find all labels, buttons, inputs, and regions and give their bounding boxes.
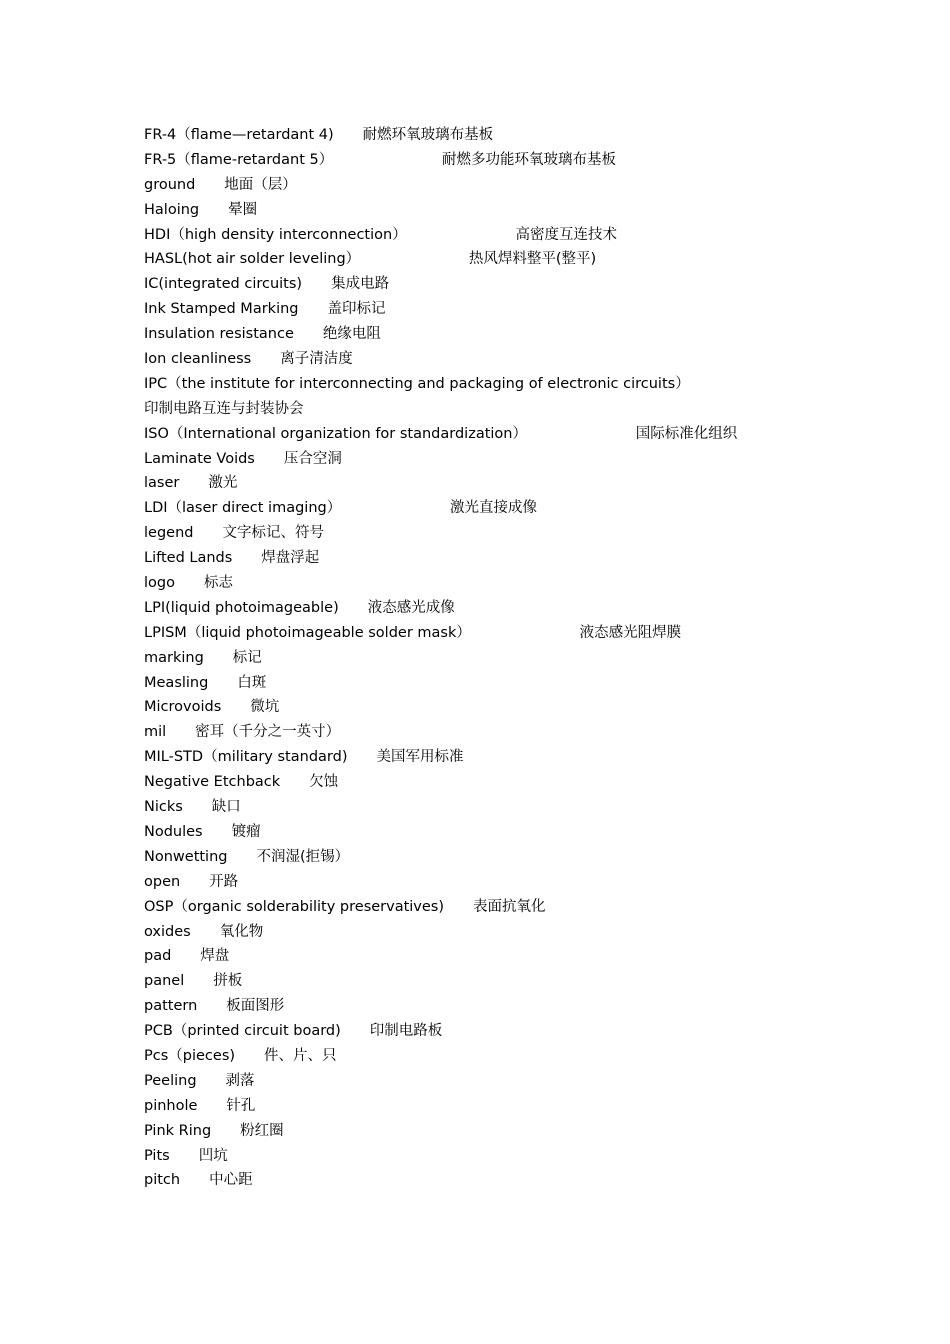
glossary-entry: marking 标记 [144,649,262,666]
glossary-entry: LPI(liquid photoimageable) 液态感光成像 [144,599,455,616]
glossary-entry: mil 密耳（千分之一英寸） [144,724,341,741]
glossary-entry: LDI（laser direct imaging） 激光直接成像 [144,500,537,517]
glossary-entry: pattern 板面图形 [144,998,285,1015]
glossary-entry: Measling 白斑 [144,674,267,691]
glossary-entry: Ion cleanliness 离子清洁度 [144,351,353,368]
glossary-entry: MIL-STD（military standard) 美国军用标准 [144,749,464,766]
glossary-entry: Nodules 镀瘤 [144,823,261,840]
glossary-entry: pinhole 针孔 [144,1097,256,1114]
glossary-entry: ground 地面（层） [144,176,297,193]
glossary-entry: Pink Ring 粉红圈 [144,1122,284,1139]
glossary-entry: OSP（organic solderability preservatives) 表面抗氧化 [144,898,546,915]
glossary-entry: Pcs（pieces) 件、片、只 [144,1047,337,1064]
glossary-entry: legend 文字标记、符号 [144,525,324,542]
glossary-entry: Insulation resistance 绝缘电阻 [144,326,381,343]
glossary-entry: Haloing 晕圈 [144,201,258,218]
glossary-entry: HDI（high density interconnection） 高密度互连技术 [144,226,617,243]
glossary-entry: Ink Stamped Marking 盖印标记 [144,301,386,318]
glossary-list [144,123,844,1193]
glossary-entry: FR-4（flame—retardant 4) 耐燃环氧玻璃布基板 [144,127,494,143]
glossary-entry: Nicks 缺口 [144,799,241,816]
glossary-entry: Laminate Voids 压合空洞 [144,450,342,467]
glossary-entry: panel 拼板 [144,973,243,990]
glossary-entry: Pits 凹坑 [144,1147,228,1164]
glossary-entry: pitch 中心距 [144,1172,253,1189]
glossary-entry: PCB（printed circuit board) 印制电路板 [144,1023,443,1040]
glossary-entry: open 开路 [144,873,239,890]
glossary-entry: ISO（International organization for standardization） 国际标准化组织 [144,425,738,442]
glossary-entry: HASL(hot air solder leveling） 热风焊料整平(整平) [144,251,597,268]
glossary-entry: LPISM（liquid photoimageable solder mask） 液态感光阻焊膜 [144,624,682,641]
glossary-entry: Lifted Lands 焊盘浮起 [144,550,320,567]
glossary-entry: Peeling 剥落 [144,1072,255,1089]
glossary-entry: Nonwetting 不润湿(拒锡） [144,848,350,865]
glossary-entry: pad 焊盘 [144,948,230,965]
glossary-entry: logo 标志 [144,575,233,592]
glossary-entry: IC(integrated circuits) 集成电路 [144,276,390,293]
glossary-entry: oxides 氧化物 [144,923,264,940]
glossary-entry: Microvoids 微坑 [144,699,280,716]
glossary-entry: IPC（the institute for interconnecting and packaging of electronic circuits） [144,375,690,392]
glossary-entry: laser 激光 [144,475,238,492]
glossary-entry: FR-5（flame-retardant 5） 耐燃多功能环氧玻璃布基板 [144,151,616,168]
glossary-entry: Negative Etchback 欠蚀 [144,774,339,791]
glossary-entry: 印制电路互连与封装协会 [144,400,304,417]
